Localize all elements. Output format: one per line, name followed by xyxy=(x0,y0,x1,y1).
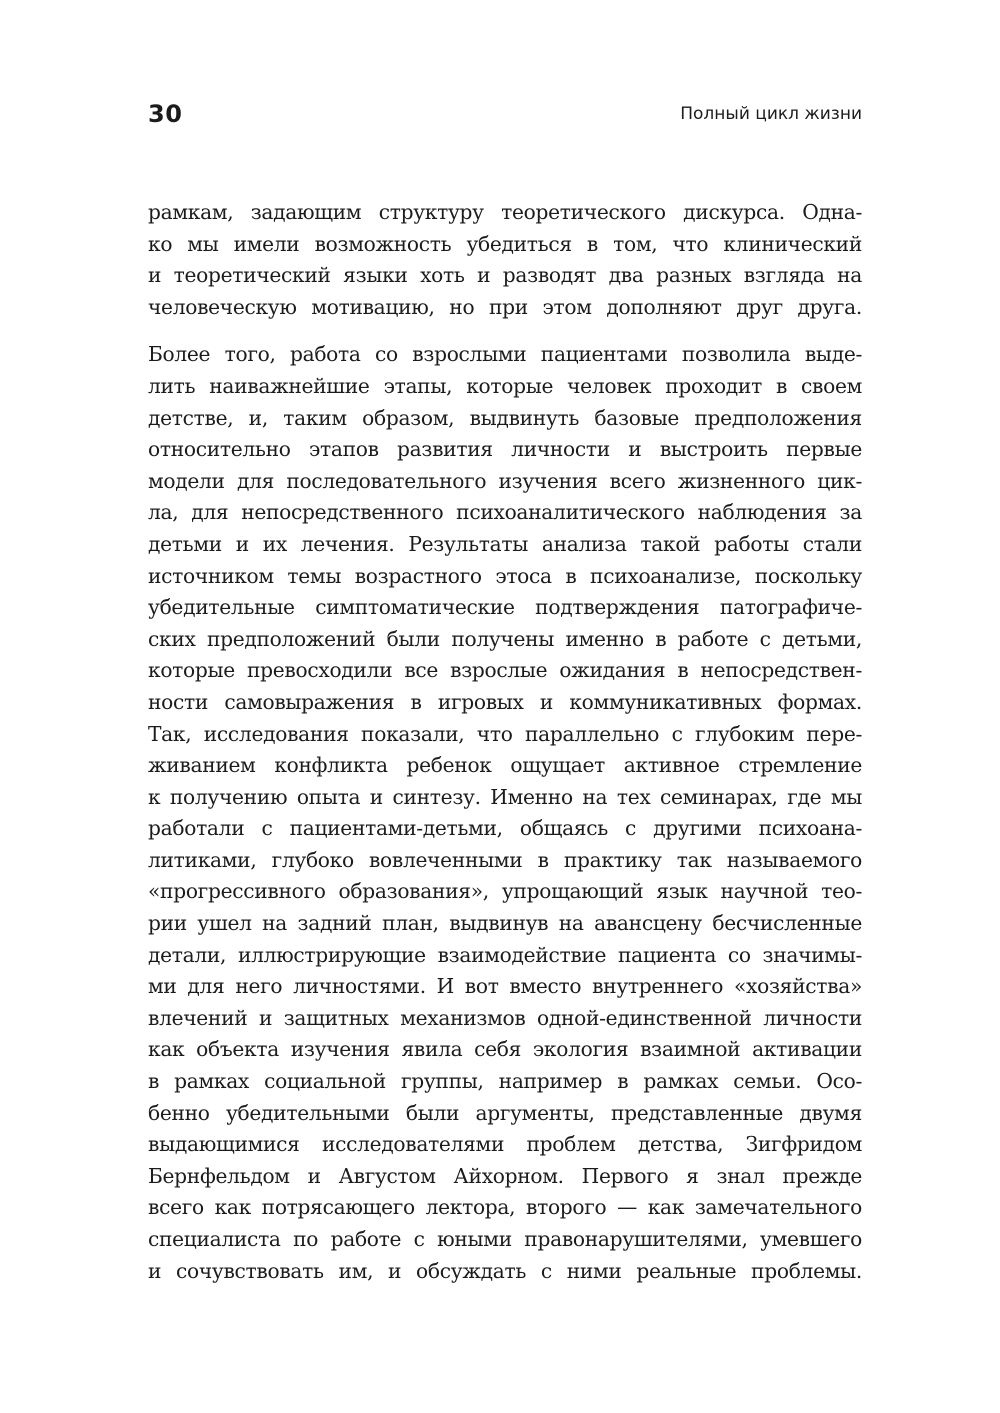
paragraph xyxy=(148,197,862,323)
text-line: «прогрессивного образования», упрощающий язык научной тео- xyxy=(148,879,862,904)
text-line: влечений и защитных механизмов одной-единственной личности xyxy=(148,1005,862,1030)
paragraph xyxy=(148,339,862,1287)
body-text xyxy=(148,197,862,1287)
text-line: рии ушел на задний план, выдвинув на авансцену бесчисленные xyxy=(148,911,862,936)
text-line: и теоретический языки хоть и разводят два разных взгляда на xyxy=(148,263,862,288)
text-line: в рамках социальной группы, например в рамках семьи. Осо- xyxy=(148,1069,862,1094)
text-line: лить наиважнейшие этапы, которые человек проходит в своем xyxy=(148,373,862,398)
text-line: детстве, и, таким образом, выдвинуть базовые предположения xyxy=(148,405,862,430)
text-line: детьми и их лечения. Результаты анализа такой работы стали xyxy=(148,531,862,556)
page-number: 30 xyxy=(148,100,183,128)
text-line: ности самовыражения в игровых и коммуникативных формах. xyxy=(148,689,862,714)
text-line: всего как потрясающего лектора, второго — как замечательного xyxy=(148,1195,862,1220)
text-line: Бернфельдом и Августом Айхорном. Первого я знал прежде xyxy=(148,1163,862,1188)
text-line: источником темы возрастного этоса в психоанализе, поскольку xyxy=(148,563,862,588)
text-line: Так, исследования показали, что параллельно с глубоким пере- xyxy=(148,721,862,746)
text-line: и сочувствовать им, и обсуждать с ними реальные проблемы. xyxy=(148,1258,862,1283)
text-line: человеческую мотивацию, но при этом дополняют друг друга. xyxy=(148,294,862,319)
text-line: Более того, работа со взрослыми пациентами позволила выде- xyxy=(148,342,862,367)
text-line: относительно этапов развития личности и выстроить первые xyxy=(148,437,862,462)
running-title: Полный цикл жизни xyxy=(680,104,862,124)
text-line: специалиста по работе с юными правонарушителями, умевшего xyxy=(148,1227,862,1251)
text-line: модели для последовательного изучения всего жизненного цик- xyxy=(148,468,862,493)
text-line: рамкам, задающим структуру теоретического дискурса. Одна- xyxy=(148,200,862,224)
text-line: ко мы имели возможность убедиться в том, что клинический xyxy=(148,231,862,256)
text-line: детали, иллюстрирующие взаимодействие пациента со значимы- xyxy=(148,942,862,967)
text-line: живанием конфликта ребенок ощущает активное стремление xyxy=(148,753,862,778)
page-header xyxy=(148,94,862,134)
text-line: ми для него личностями. И вот вместо внутреннего «хозяйства» xyxy=(148,974,862,999)
text-line: ла, для непосредственного психоаналитического наблюдения за xyxy=(148,500,862,525)
text-line: убедительные симптоматические подтверждения патографиче- xyxy=(148,595,862,620)
text-line: бенно убедительными были аргументы, представленные двумя xyxy=(148,1100,862,1125)
text-line: как объекта изучения явила себя экология взаимной активации xyxy=(148,1037,862,1062)
text-line: которые превосходили все взрослые ожидания в непосредствен- xyxy=(148,658,862,683)
text-line: работали с пациентами-детьми, общаясь с другими психоана- xyxy=(148,816,862,841)
text-line: к получению опыта и синтезу. Именно на тех семинарах, где мы xyxy=(148,784,862,809)
text-line: выдающимися исследователями проблем детства, Зигфридом xyxy=(148,1132,862,1157)
text-line: ских предположений были получены именно в работе с детьми, xyxy=(148,626,862,651)
text-line: литиками, глубоко вовлеченными в практику так называемого xyxy=(148,847,862,872)
